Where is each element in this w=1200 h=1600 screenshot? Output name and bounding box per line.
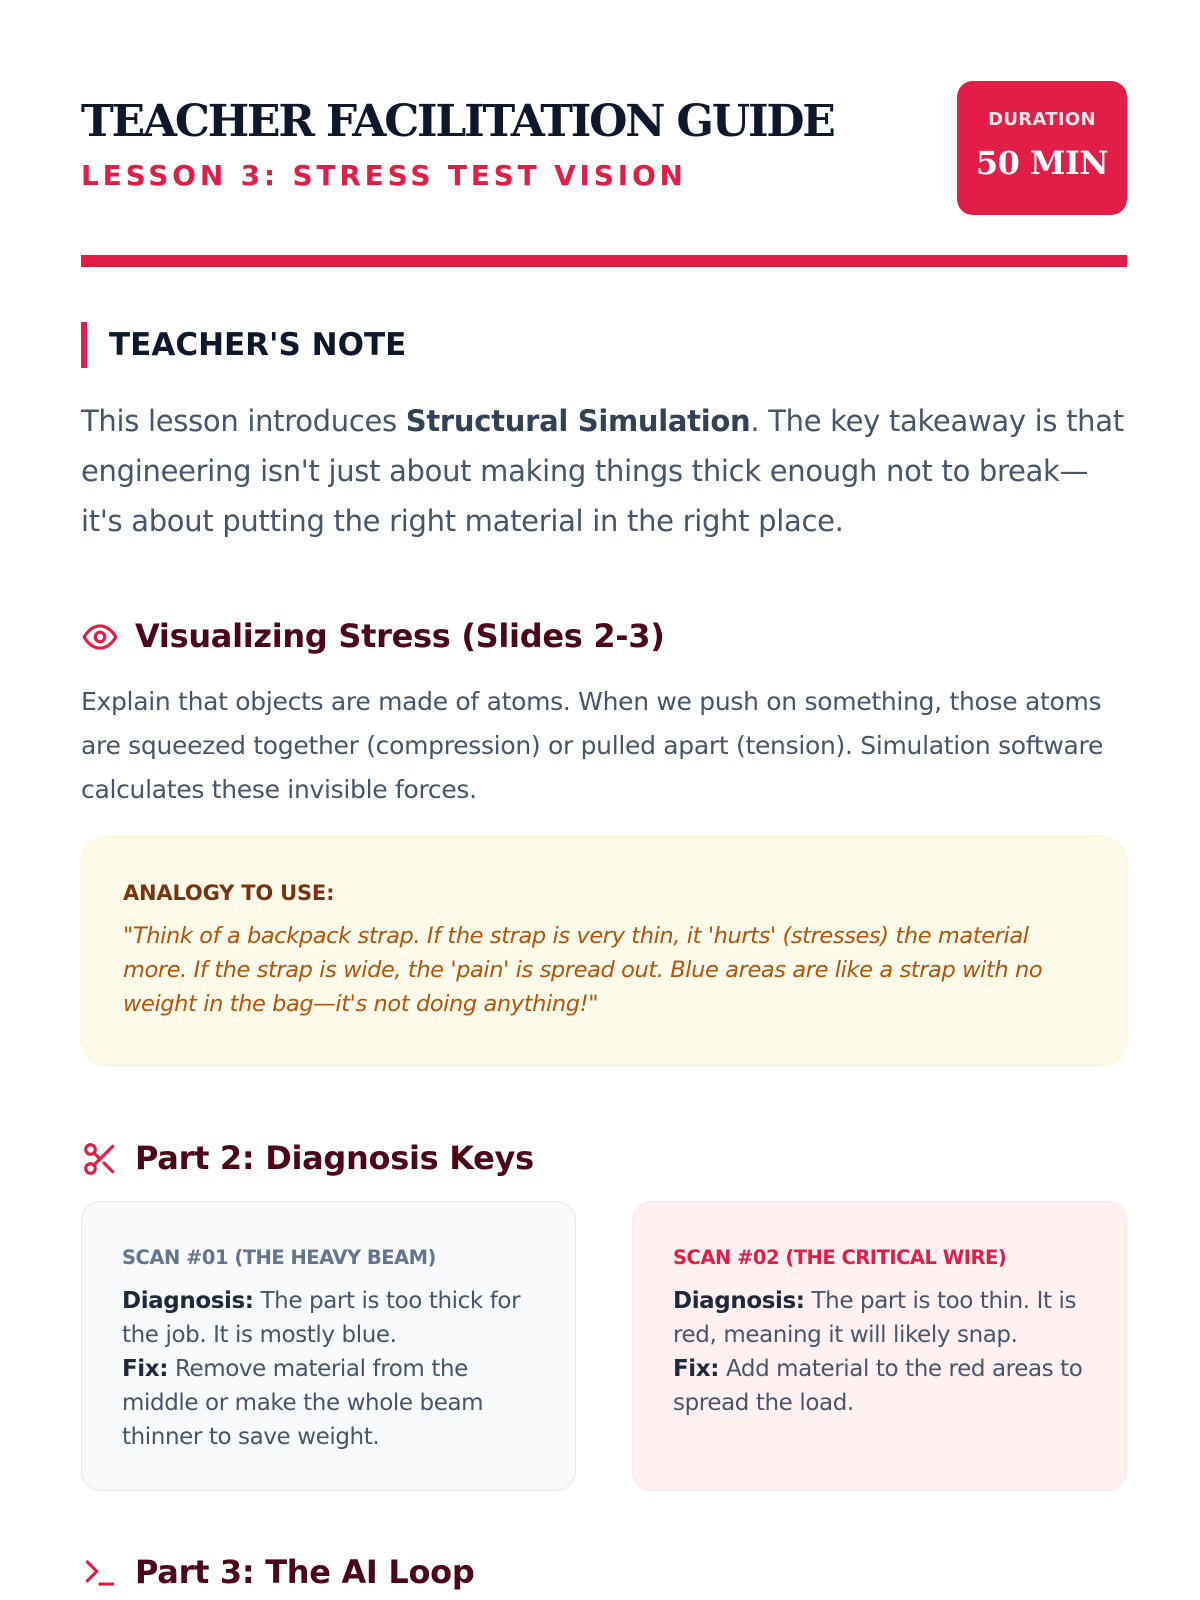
analogy-callout [81,836,1127,1066]
diagnosis-line [122,1284,542,1352]
duration-label: DURATION [988,109,1096,130]
fix-label: Fix: [122,1356,169,1382]
note-title: TEACHER'S NOTE [109,327,407,363]
guide-header [81,0,1127,270]
scan-card-text [673,1284,1093,1420]
scissors-icon [81,1140,119,1178]
scan-card-label: SCAN #01 (THE HEAVY BEAM) [122,1246,436,1269]
ai-loop-title: Part 3: The AI Loop [135,1553,475,1591]
fix-text: Add material to the red areas to spread the load. [673,1356,1083,1416]
note-accent-bar [81,322,87,368]
terminal-icon [81,1554,119,1592]
scan-card-label: SCAN #02 (THE CRITICAL WIRE) [673,1246,1007,1269]
fix-line [122,1352,542,1454]
duration-value: 50 MIN [975,144,1109,182]
duration-badge [957,81,1127,215]
diagnosis-line [673,1284,1093,1352]
note-body-emphasis: Structural Simulation [405,404,751,438]
fix-line [673,1352,1093,1420]
lesson-subtitle: LESSON 3: STRESS TEST VISION [81,159,687,192]
eye-icon [81,618,119,656]
fix-label: Fix: [673,1356,720,1382]
fix-text: Remove material from the middle or make the whole beam thinner to save weight. [122,1356,484,1450]
scan-card-critical-wire [632,1201,1127,1491]
analogy-quote: "Think of a backpack strap. If the strap is very thin, it 'hurts' (stresses) the material more. If the strap is wide, the 'pain' is spread out. Blue areas are like a strap with no weight in the bag—it's not doing anything!" [123,923,1043,1017]
note-body [81,396,1127,546]
diagnosis-text: The part is too thick for the job. It is mostly blue. [122,1288,521,1348]
diagnosis-label: Diagnosis: [122,1288,254,1314]
page-title: TEACHER FACILITATION GUIDE [81,96,834,147]
scan-card-text [122,1284,542,1454]
diagnosis-label: Diagnosis: [673,1288,805,1314]
scan-card-heavy-beam [81,1201,576,1491]
visualizing-stress-title: Visualizing Stress (Slides 2-3) [135,617,665,655]
facilitation-guide-page [81,0,1127,1591]
diagnosis-text: The part is too thin. It is red, meaning it will likely snap. [673,1288,1077,1348]
note-body-rest: . The key takeaway is that engineering isn't just about making things thick enough not to break—it's about putting the right material in the right place. [81,404,1124,538]
note-body-intro: This lesson introduces [81,404,406,438]
visualizing-stress-body: Explain that objects are made of atoms. When we push on something, those atoms are squeezed together (compression) or pulled apart (tension). Simulation software calculates these invisible forces. [81,687,1104,804]
analogy-label: ANALOGY TO USE: [123,881,335,905]
header-divider [81,255,1127,267]
diagnosis-keys-title: Part 2: Diagnosis Keys [135,1139,534,1177]
